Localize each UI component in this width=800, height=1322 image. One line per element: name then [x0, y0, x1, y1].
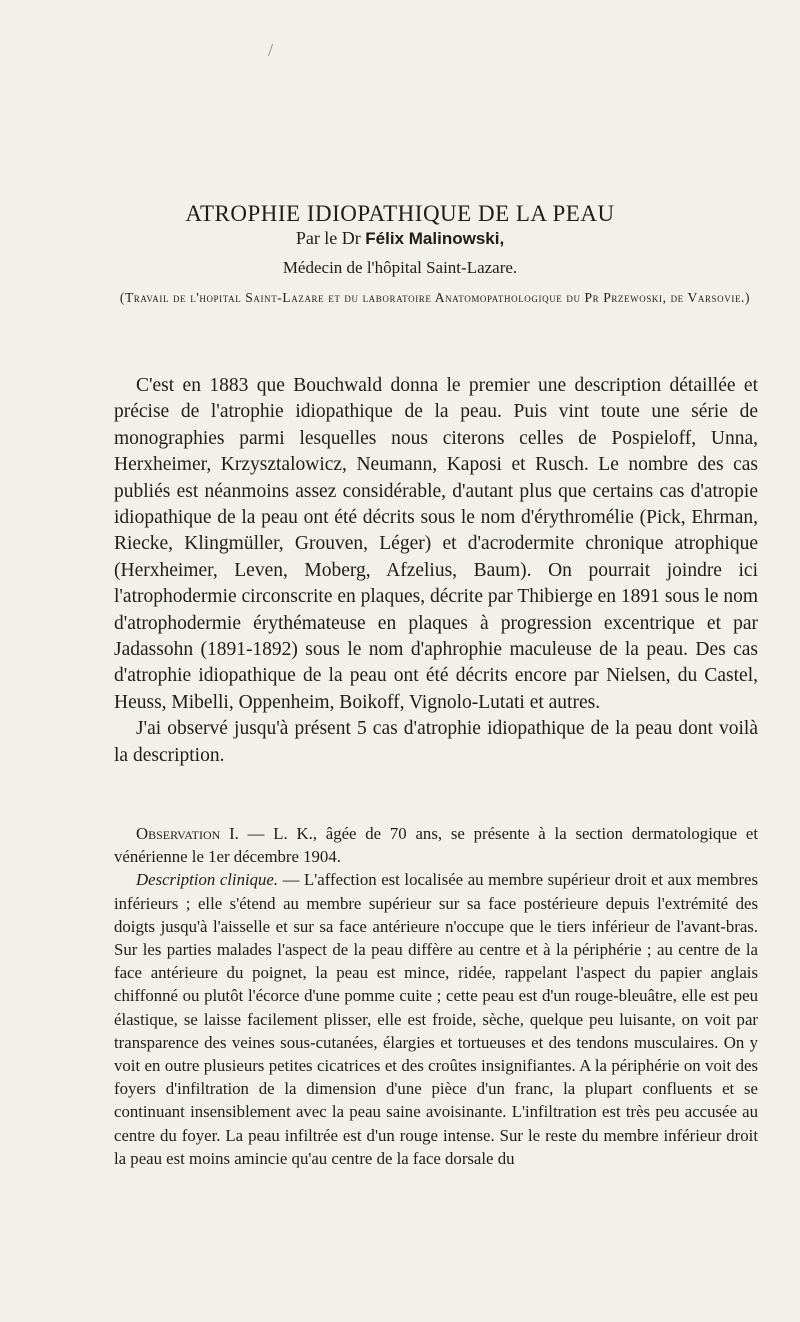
- observation-opening: — L. K., âgée de 70 ans, se présente à la section dermatologique et vénérienne le 1er décembre 1904.: [114, 824, 758, 867]
- description-label: Description clinique.: [136, 870, 279, 890]
- introduction: [114, 373, 758, 769]
- article-title: ATROPHIE IDIOPATHIQUE DE LA PEAU: [185, 201, 615, 227]
- intro-paragraph: J'ai observé jusqu'à présent 5 cas d'atrophie idiopathique de la peau dont voilà la description.: [114, 718, 758, 766]
- observation-label: Observation I.: [136, 824, 239, 843]
- institution-note: (Travail de l'hopital Saint-Lazare et du laboratoire Anatomopathologique du Pr Przewoski, de Varsovie.): [119, 290, 751, 305]
- intro-paragraph: C'est en 1883 que Bouchwald donna le premier une description détaillée et précise de l'atrophie idiopathique de la peau. Puis vint toute une série de monographies parmi lesquelles nous citerons celles de Pospieloff, Unna, Herxheimer, Krzysztalowicz, Neumann, Kaposi et Rusch. Le nombre des cas publiés est néanmoins assez considérable, d'autant plus que certains cas d'atropie idiopathique de la peau ont été décrits sous le nom d'érythromélie (Pick, Ehrman, Riecke, Klingmüller, Grouven, Léger) et d'acrodermite chronique atrophique (Herxheimer, Leven, Moberg, Afzelius, Baum). On pourrait joindre ici l'atrophodermie circonscrite en plaques, décrite par Thibierge en 1891 sous le nom d'atrophodermie érythémateuse en plaques à progression excentrique et par Jadassohn (1891-1892) sous le nom d'aphrophie maculeuse de la peau. Des cas d'atrophie idiopathique de la peau ont été décrits encore par Nielsen, du Castel, Heuss, Mibelli, Oppenheim, Boikoff, Vignolo-Lutati et autres.: [114, 375, 758, 713]
- author-affiliation: Médecin de l'hôpital Saint-Lazare.: [282, 258, 518, 277]
- description-paragraph: [114, 868, 758, 1170]
- author-prefix: Par le Dr: [295, 228, 361, 248]
- stray-mark: /: [268, 40, 274, 60]
- author-name: Félix Malinowski,: [365, 229, 505, 248]
- description-text: — L'affection est localisée au membre supérieur droit et aux membres inférieurs ; elle s'étend au membre supérieur sur sa face postérieure depuis l'extrémité des doigts jusqu'à l'aisselle et sur sa face antérieure n'occupe que le tiers inférieur de l'avant-bras. Sur les parties malades l'aspect de la peau diffère au centre et à la périphérie ; au centre de la face antérieure du poignet, la peau est mince, ridée, rappelant l'aspect du papier anglais chiffonné ou plutôt l'écorce d'une pomme cuite ; cette peau est d'un rouge-bleuâtre, elle est peu élastique, se laisse facilement plisser, elle est froide, sèche, quelque peu luisante, on voit par transparence des veines sous-cutanées, élargies et tortueuses et des tendons musculaires. On y voit en outre plusieurs petites cicatrices et des croûtes insignifiantes. A la périphérie on voit des foyers d'infiltration de la dimension d'une pièce d'un franc, la plupart confluents et se continuant insensiblement avec la peau saine avoisinante. L'infiltration est très peu accusée au centre du foyer. La peau infiltrée est d'un rouge intense. Sur le reste du membre inférieur droit la peau est moins amincie qu'au centre de la face dorsale du: [114, 870, 758, 1168]
- observation-section: [114, 822, 758, 1170]
- author-line: [0, 228, 800, 249]
- observation-paragraph: [114, 822, 758, 868]
